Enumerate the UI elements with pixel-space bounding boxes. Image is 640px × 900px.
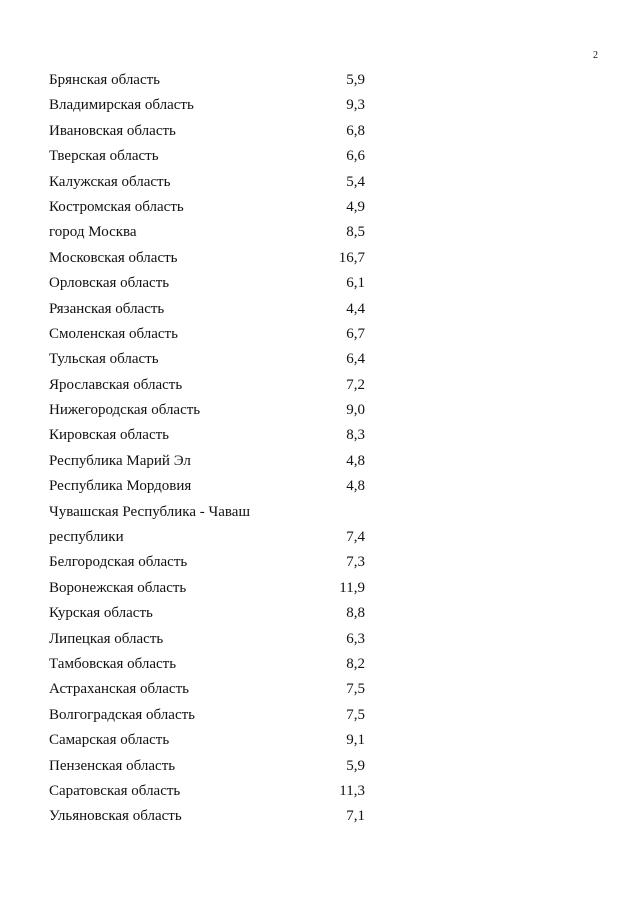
list-item — [49, 322, 379, 347]
region-name: Волгоградская область — [49, 706, 195, 723]
list-item — [49, 525, 379, 550]
list-item — [49, 754, 379, 779]
list-item — [49, 779, 379, 804]
region-value: 6,4 — [346, 351, 365, 368]
region-value: 6,8 — [346, 122, 365, 139]
region-value: 9,3 — [346, 97, 365, 114]
region-name: город Москва — [49, 224, 137, 241]
region-value: 7,2 — [346, 376, 365, 393]
region-value: 7,1 — [346, 808, 365, 825]
list-item — [49, 449, 379, 474]
region-name: Рязанская область — [49, 300, 165, 317]
region-value: 7,4 — [346, 529, 365, 546]
region-name: Чувашская Республика - Чаваш — [49, 503, 251, 520]
region-name: Брянская область — [49, 72, 161, 88]
region-value: 4,8 — [346, 452, 365, 469]
region-value: 8,8 — [346, 605, 365, 622]
region-name: Республика Марий Эл — [49, 452, 191, 469]
list-item — [49, 297, 379, 322]
region-value: 4,9 — [346, 198, 365, 215]
list-item — [49, 398, 379, 423]
region-name: Тульская область — [49, 351, 159, 368]
region-value: 9,1 — [346, 732, 365, 749]
region-name: Ярославская область — [49, 376, 183, 393]
list-item — [49, 576, 379, 601]
region-name: Белгородская область — [49, 554, 188, 571]
region-value: 5,4 — [346, 173, 365, 190]
list-item — [49, 627, 379, 652]
region-value: 7,5 — [346, 706, 365, 723]
region-value: 4,8 — [346, 478, 365, 495]
region-value: 8,5 — [346, 224, 365, 241]
region-name: Астраханская область — [49, 681, 189, 698]
region-value: 8,2 — [346, 655, 365, 672]
list-item — [49, 373, 379, 398]
list-item — [49, 144, 379, 169]
region-value: 5,9 — [346, 72, 365, 88]
region-name: Самарская область — [49, 732, 170, 749]
region-value: 8,3 — [346, 427, 365, 444]
list-item — [49, 601, 379, 626]
list-item — [49, 677, 379, 702]
region-name: Пензенская область — [49, 757, 176, 774]
list-item — [49, 271, 379, 296]
region-name: Республика Мордовия — [49, 478, 192, 495]
list-item — [49, 246, 379, 271]
region-value: 11,9 — [339, 579, 365, 596]
region-value: 9,0 — [346, 402, 365, 419]
region-name: Курская область — [49, 605, 153, 622]
region-name: Липецкая область — [49, 630, 164, 647]
region-value: 6,3 — [346, 630, 365, 647]
region-value: 6,7 — [346, 325, 365, 342]
region-value: 5,9 — [346, 757, 365, 774]
list-item — [49, 93, 379, 118]
region-name: Московская область — [49, 249, 178, 266]
region-name: Смоленская область — [49, 325, 178, 342]
list-item — [49, 195, 379, 220]
region-value: 6,1 — [346, 275, 365, 292]
region-name: Воронежская область — [49, 579, 187, 596]
list-item — [49, 703, 379, 728]
region-value: 11,3 — [339, 782, 365, 799]
region-value: 16,7 — [338, 249, 365, 266]
list-item — [49, 500, 379, 525]
region-name: Костромская область — [49, 198, 184, 215]
region-name: Нижегородская область — [49, 402, 201, 419]
list-item — [49, 220, 379, 245]
region-name: республики — [49, 529, 124, 546]
page-number: 2 — [593, 50, 598, 61]
list-item — [49, 423, 379, 448]
list-item — [49, 804, 379, 829]
list-item — [49, 728, 379, 753]
list-item — [49, 119, 379, 144]
region-name: Калужская область — [49, 173, 171, 190]
region-value: 6,6 — [346, 148, 365, 165]
region-name: Ульяновская область — [49, 808, 182, 825]
list-item — [49, 652, 379, 677]
region-name: Саратовская область — [49, 782, 181, 799]
region-name: Тамбовская область — [49, 655, 177, 672]
list-item — [49, 170, 379, 195]
region-value: 4,4 — [346, 300, 365, 317]
region-name: Владимирская область — [49, 97, 194, 114]
region-name: Тверская область — [49, 148, 159, 165]
list-item — [49, 68, 379, 93]
region-name: Орловская область — [49, 275, 170, 292]
region-name: Ивановская область — [49, 122, 176, 139]
region-value: 7,5 — [346, 681, 365, 698]
region-value-list — [49, 68, 379, 830]
list-item — [49, 474, 379, 499]
region-value: 7,3 — [346, 554, 365, 571]
region-name: Кировская область — [49, 427, 170, 444]
list-item — [49, 347, 379, 372]
list-item — [49, 550, 379, 575]
